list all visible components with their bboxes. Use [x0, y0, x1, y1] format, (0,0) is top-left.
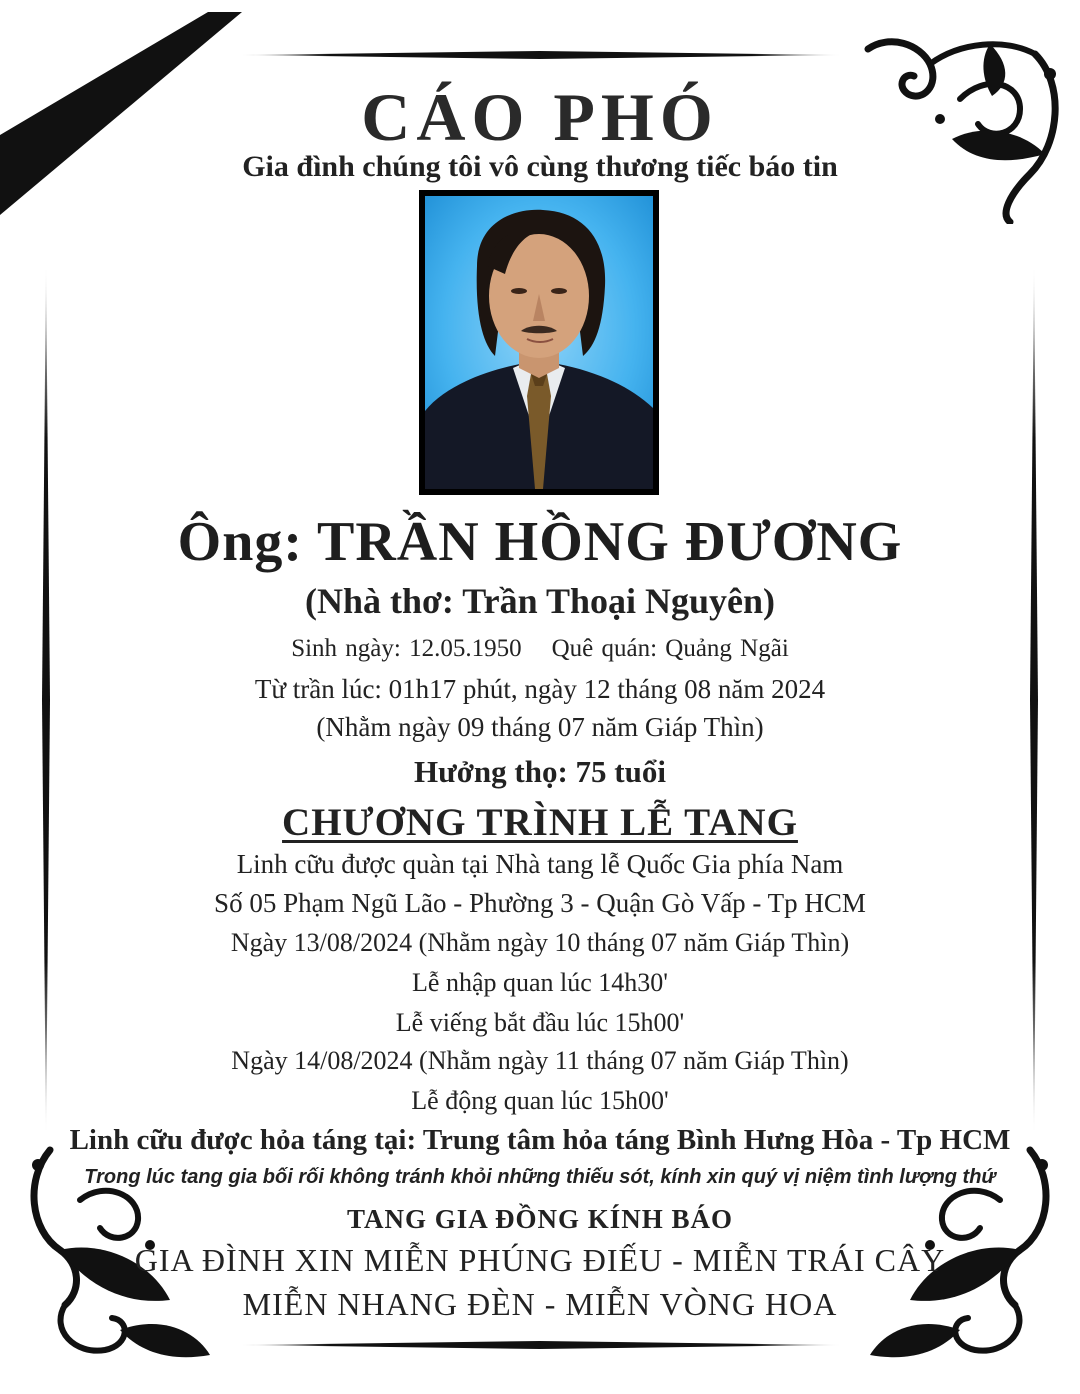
birth-hometown-line	[0, 635, 1080, 663]
hometown: Quê quán: Quảng Ngãi	[551, 635, 789, 662]
deceased-name: Ông: TRẦN HỒNG ĐƯƠNG	[177, 511, 903, 573]
notice-line: GIA ĐÌNH XIN MIỄN PHÚNG ĐIẾU - MIỄN TRÁI CÂY	[134, 1242, 946, 1278]
birth-date: Sinh ngày: 12.05.1950	[291, 635, 522, 662]
program-line: Linh cữu được quàn tại Nhà tang lễ Quốc Gia phía Nam	[236, 849, 844, 879]
program-line: Ngày 14/08/2024 (Nhằm ngày 11 tháng 07 năm Giáp Thìn)	[231, 1046, 849, 1075]
portrait-photo	[425, 196, 653, 489]
apology-line: Trong lúc tang gia bối rối không tránh khỏi những thiếu sót, kính xin quý vị niệm tình lượng thứ	[84, 1166, 996, 1188]
lunar-date: (Nhằm ngày 09 tháng 07 năm Giáp Thìn)	[316, 712, 764, 742]
cremation-line: Linh cữu được hỏa táng tại: Trung tâm hỏa táng Bình Hưng Hòa - Tp HCM	[69, 1124, 1011, 1156]
passed-time: Từ trần lúc: 01h17 phút, ngày 12 tháng 08 năm 2024	[254, 674, 826, 704]
program-line: Số 05 Phạm Ngũ Lão - Phường 3 - Quận Gò Vấp - Tp HCM	[214, 888, 866, 918]
signature: TANG GIA ĐỒNG KÍNH BÁO	[346, 1204, 734, 1234]
program-heading: CHƯƠNG TRÌNH LỄ TANG	[282, 801, 798, 844]
age: Hưởng thọ: 75 tuổi	[414, 754, 666, 789]
pen-name: (Nhà thơ: Trần Thoại Nguyên)	[304, 581, 776, 621]
page-title: CÁO PHÓ	[361, 79, 719, 155]
program-line: Lễ nhập quan lúc 14h30'	[412, 968, 668, 997]
intro-text: Gia đình chúng tôi vô cùng thương tiếc báo tin	[242, 150, 838, 183]
portrait-frame	[419, 190, 659, 495]
program-line: Lễ viếng bắt đầu lúc 15h00'	[395, 1008, 685, 1037]
program-line: Lễ động quan lúc 15h00'	[411, 1086, 669, 1115]
program-line: Ngày 13/08/2024 (Nhằm ngày 10 tháng 07 năm Giáp Thìn)	[230, 928, 850, 957]
notice-line: MIỄN NHANG ĐÈN - MIỄN VÒNG HOA	[242, 1286, 838, 1322]
